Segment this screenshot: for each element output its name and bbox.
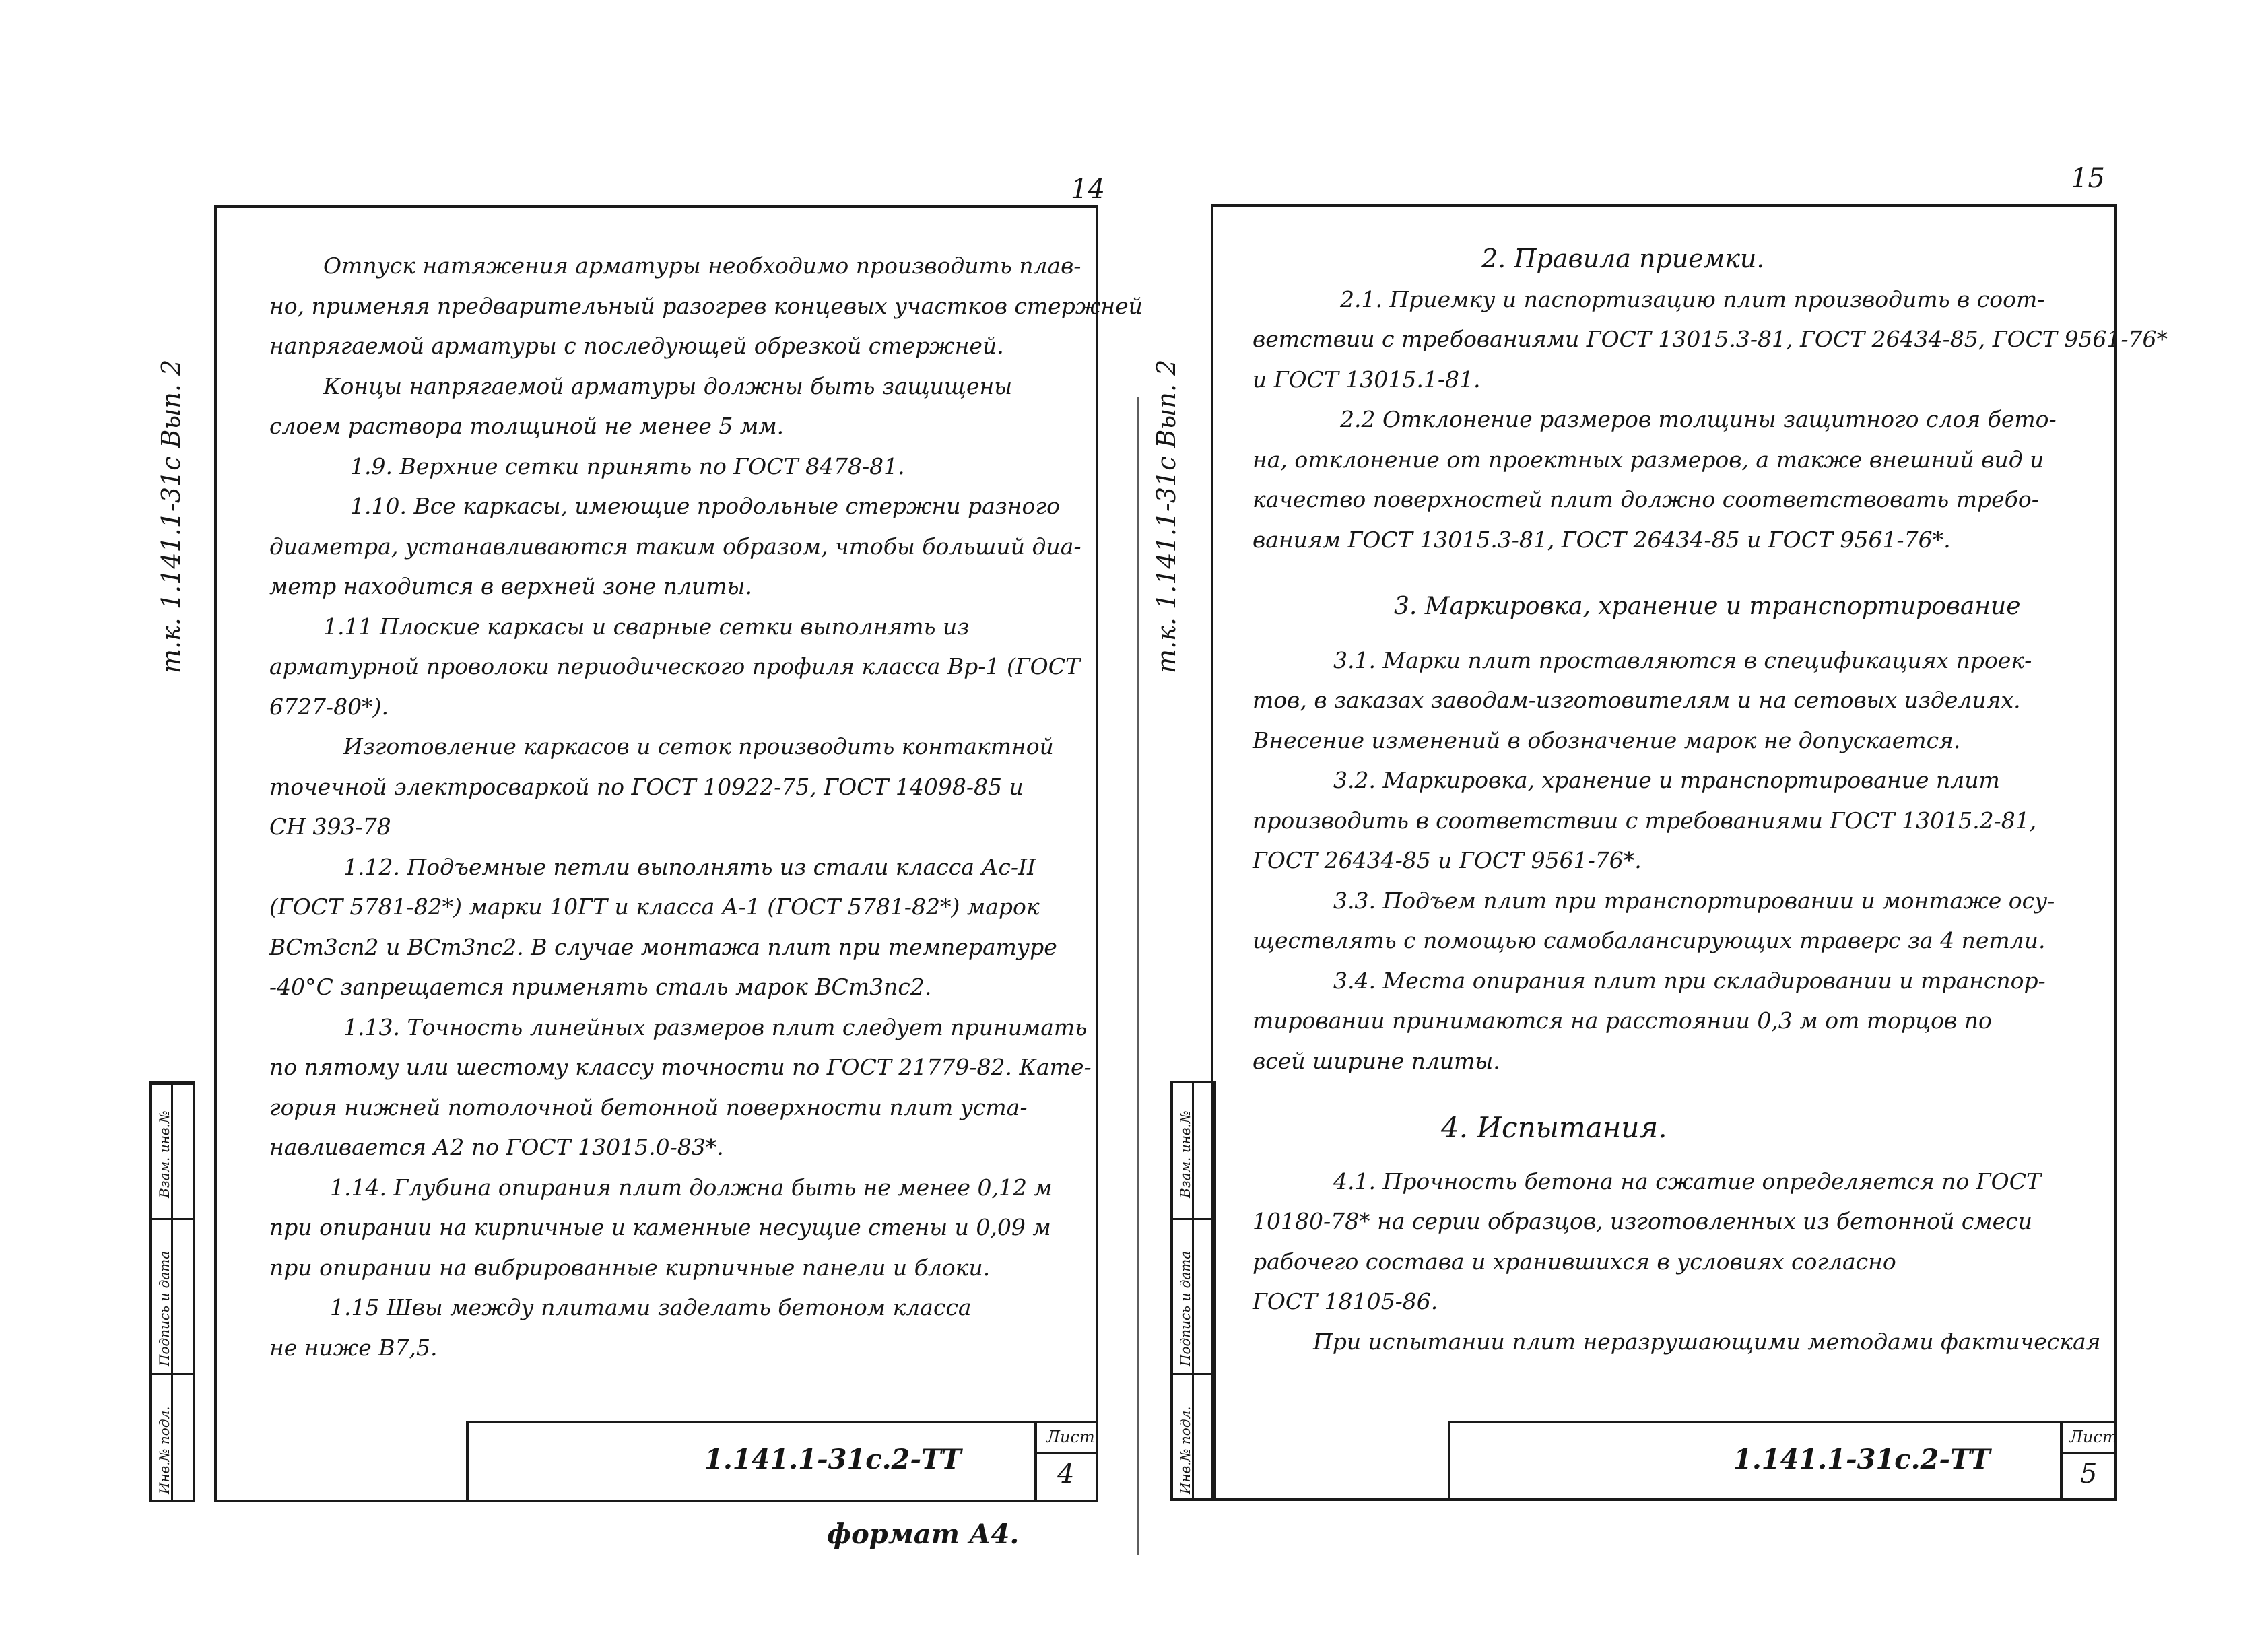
- left-side-label: т.к. 1.141.1-31с Вып. 2: [156, 359, 186, 673]
- text-line: (ГОСТ 5781-82*) марки 10ГТ и класса А-1 (ГОСТ 5781-82*) марок: [269, 894, 1040, 920]
- text-line: не ниже В7,5.: [269, 1334, 438, 1361]
- page-fold-line: [1137, 397, 1139, 1555]
- text-line: 2.2 Отклонение размеров толщины защитного слоя бето-: [1340, 406, 2057, 432]
- text-line: слоем раствора толщиной не менее 5 мм.: [269, 413, 785, 439]
- text-line: 1.13. Точность линейных размеров плит следует принимать: [343, 1013, 1088, 1040]
- left-page-number: 14: [1071, 174, 1105, 205]
- right-title-block: [1448, 1421, 2118, 1498]
- text-line: на, отклонение от проектных размеров, а также внешний вид и: [1253, 446, 2044, 473]
- text-line: и ГОСТ 13015.1-81.: [1253, 366, 1481, 393]
- text-line: производить в соответствии с требованиями ГОСТ 13015.2-81,: [1253, 807, 2037, 834]
- right-document-code: 1.141.1-31с.2-ТТ: [1733, 1444, 1991, 1475]
- right-sheet-number: 5: [2080, 1458, 2098, 1489]
- right-page-number: 15: [2071, 163, 2105, 194]
- text-line: всей ширине плиты.: [1253, 1047, 1500, 1074]
- text-line: точечной электросваркой по ГОСТ 10922-75, ГОСТ 14098-85 и: [269, 773, 1024, 800]
- text-line: 4.1. Прочность бетона на сжатие определяется по ГОСТ: [1333, 1168, 2041, 1195]
- stamp-inv-original-label: Инв.№ подл.: [1177, 1406, 1193, 1494]
- text-line: ваниям ГОСТ 13015.3-81, ГОСТ 26434-85 и ГОСТ 9561-76*.: [1253, 526, 1951, 553]
- text-line: СН 393-78: [269, 813, 391, 840]
- left-sheet-label: Лист: [1046, 1428, 1095, 1446]
- right-stamp-strip: [1170, 1081, 1216, 1501]
- text-line: ГОСТ 26434-85 и ГОСТ 9561-76*.: [1253, 847, 1642, 873]
- text-line: при опирании на кирпичные и каменные несущие стены и 0,09 м: [269, 1214, 1051, 1240]
- text-line: навливается А2 по ГОСТ 13015.0-83*.: [269, 1134, 724, 1160]
- text-line: 3.3. Подъем плит при транспортировании и монтаже осу-: [1333, 887, 2055, 914]
- text-line: напрягаемой арматуры с последующей обрезкой стержней.: [269, 333, 1004, 359]
- stamp-signature-date-label: Подпись и дата: [1177, 1250, 1193, 1366]
- text-line: метр находится в верхней зоне плиты.: [269, 573, 752, 599]
- text-line: 1.11 Плоские каркасы и сварные сетки выполнять из: [323, 613, 970, 640]
- text-line: тировании принимаются на расстоянии 0,3 м от торцов по: [1253, 1007, 1992, 1034]
- section-heading: 2. Правила приемки.: [1481, 244, 1765, 273]
- text-line: 1.10. Все каркасы, имеющие продольные стержни разного: [350, 493, 1060, 519]
- text-line: по пятому или шестому классу точности по ГОСТ 21779-82. Кате-: [269, 1054, 1092, 1080]
- text-line: качество поверхностей плит должно соответствовать требо-: [1253, 486, 2039, 512]
- right-sheet-label: Лист: [2069, 1428, 2118, 1446]
- left-body-text: [269, 246, 1143, 1368]
- right-body-text: [1253, 239, 2168, 1362]
- text-line: 1.9. Верхние сетки принять по ГОСТ 8478-81.: [350, 452, 905, 479]
- text-line: ВСт3сп2 и ВСт3пс2. В случае монтажа плит при температуре: [269, 933, 1057, 960]
- text-line: гория нижней потолочной бетонной поверхности плит уста-: [269, 1094, 1028, 1120]
- text-line: арматурной проволоки периодического профиля класса Вр-1 (ГОСТ: [269, 653, 1080, 679]
- text-line: диаметра, устанавливаются таким образом, чтобы больший диа-: [269, 533, 1081, 560]
- left-title-block: [466, 1421, 1096, 1500]
- text-line: Отпуск натяжения арматуры необходимо производить плав-: [323, 253, 1081, 279]
- stamp-replaced-inv-label: Взам. инв.№: [156, 1110, 172, 1198]
- right-sheet-cell: [2060, 1423, 2117, 1498]
- left-sheet-cell: [1034, 1423, 1098, 1500]
- text-line: но, применяя предварительный разогрев концевых участков стержней: [269, 292, 1143, 319]
- text-line: 10180-78* на серии образцов, изготовленных из бетонной смеси: [1253, 1208, 2032, 1234]
- text-line: 6727-80*).: [269, 693, 389, 720]
- text-line: ГОСТ 18105-86.: [1253, 1288, 1438, 1314]
- text-line: Внесение изменений в обозначение марок не допускается.: [1253, 727, 1961, 753]
- text-line: 3.4. Места опирания плит при складировании и транспор-: [1333, 967, 2046, 994]
- text-line: -40°С запрещается применять сталь марок ВСт3пс2.: [269, 974, 932, 1000]
- text-line: Концы напрягаемой арматуры должны быть защищены: [323, 372, 1013, 399]
- text-line: рабочего состава и хранившихся в условиях согласно: [1253, 1248, 1896, 1275]
- text-line: ществлять с помощью самобалансирующих траверс за 4 петли.: [1253, 927, 2046, 953]
- stamp-replaced-inv-label: Взам. инв.№: [1177, 1110, 1193, 1198]
- text-line: При испытании плит неразрушающими методами фактическая: [1313, 1328, 2101, 1355]
- text-line: 1.12. Подъемные петли выполнять из стали класса Ас-II: [343, 853, 1036, 880]
- stamp-signature-date-label: Подпись и дата: [156, 1250, 172, 1366]
- section-heading: 3. Маркировка, хранение и транспортирование: [1394, 593, 2021, 620]
- paper-format: формат А4.: [827, 1518, 1020, 1550]
- text-line: при опирании на вибрированные кирпичные панели и блоки.: [269, 1254, 991, 1281]
- section-heading: 4. Испытания.: [1441, 1111, 1667, 1144]
- text-line: Изготовление каркасов и сеток производить контактной: [343, 733, 1054, 760]
- text-line: 2.1. Приемку и паспортизацию плит производить в соот-: [1340, 286, 2045, 312]
- stamp-inv-original-label: Инв.№ подл.: [156, 1406, 172, 1494]
- text-line: 3.1. Марки плит проставляются в спецификациях проек-: [1333, 646, 2032, 673]
- text-line: 1.14. Глубина опирания плит должна быть не менее 0,12 м: [330, 1174, 1053, 1201]
- text-line: тов, в заказах заводам-изготовителям и на сетовых изделиях.: [1253, 687, 2021, 713]
- left-stamp-strip: [149, 1081, 195, 1502]
- left-document-code: 1.141.1-31с.2-ТТ: [704, 1444, 962, 1475]
- text-line: 3.2. Маркировка, хранение и транспортирование плит: [1333, 767, 2000, 793]
- text-line: ветствии с требованиями ГОСТ 13015.3-81, ГОСТ 26434-85, ГОСТ 9561-76*: [1253, 326, 2168, 352]
- left-sheet-number: 4: [1057, 1458, 1075, 1489]
- right-side-label: т.к. 1.141.1-31с Вып. 2: [1152, 359, 1181, 673]
- text-line: 1.15 Швы между плитами заделать бетоном класса: [330, 1294, 972, 1320]
